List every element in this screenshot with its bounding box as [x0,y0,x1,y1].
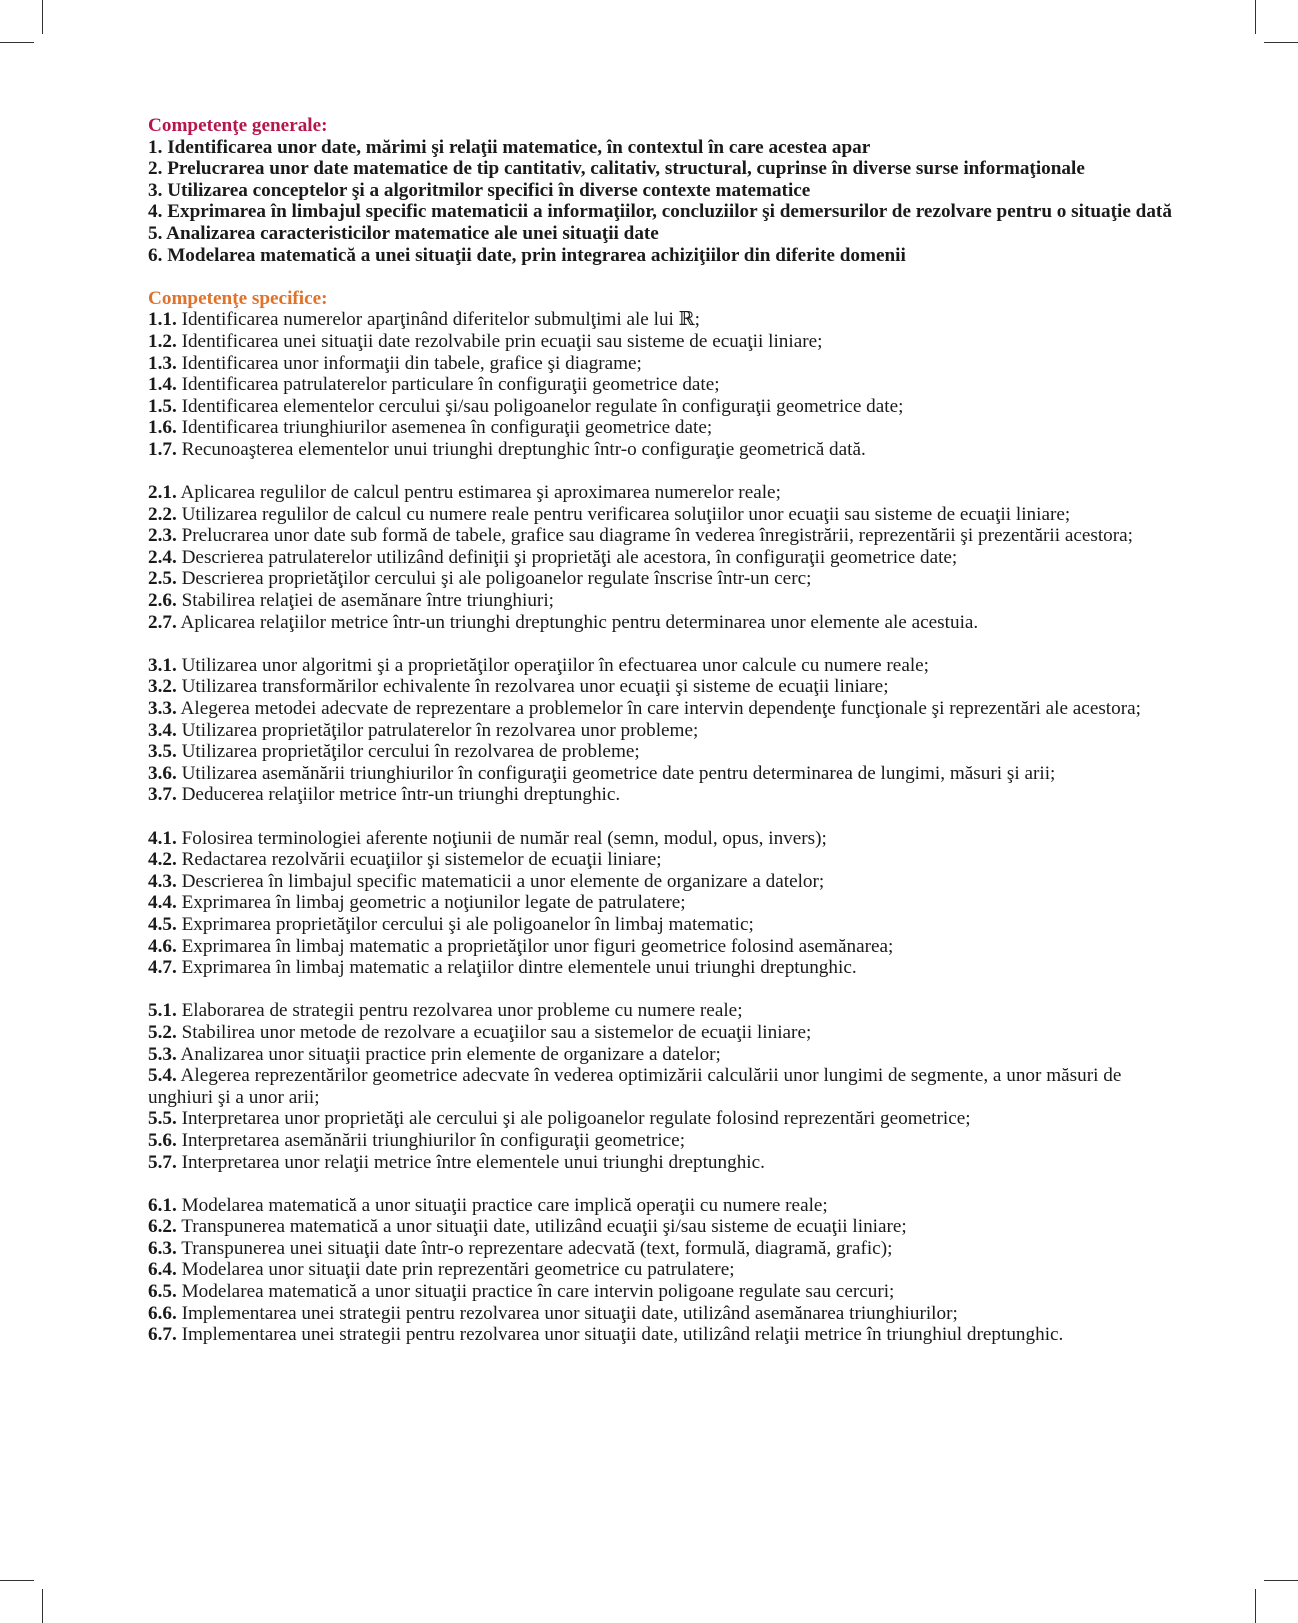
competence-number: 4.4. [148,892,177,914]
specific-competence [148,1324,1178,1346]
competence-number: 5.6. [148,1129,177,1151]
specific-competence [148,547,1178,569]
crop-mark [1264,1580,1298,1581]
specific-competence [148,1130,1178,1152]
competence-number: 1.1. [148,309,177,331]
specific-competence [148,568,1178,590]
general-competences-heading: Competenţe generale: [148,115,328,136]
specific-competence [148,849,1178,871]
competence-text: Recunoaşterea elementelor unui triunghi dreptunghic într-o configuraţie geometrică dată. [181,438,866,460]
competence-group [148,1000,1178,1173]
specific-competence [148,720,1178,742]
competence-number: 6.4. [148,1259,177,1281]
specific-competence [148,374,1178,396]
competence-text: Prelucrarea unor date sub formă de tabele, grafice sau diagrame în vederea înregistrării, reprezentării şi prezentării acestora; [181,525,1133,547]
competence-number: 4.2. [148,849,177,871]
crop-mark [1255,1589,1256,1623]
competence-text: Identificarea unor informaţii din tabele, grafice şi diagrame; [181,352,642,374]
general-competence: 4. Exprimarea în limbajul specific matematicii a informaţiilor, concluziilor şi demersurilor de rezolvare pentru o situaţie dată [148,201,1172,223]
specific-competence [148,1044,1178,1066]
specific-competence [148,871,1178,893]
competence-text: Transpunerea unei situaţii date într-o reprezentare adecvată (text, formulă, diagramă, grafic); [181,1237,893,1259]
specific-competence [148,525,1178,547]
competence-text: Exprimarea în limbaj geometric a noţiunilor legate de patrulatere; [181,892,686,914]
specific-competence [148,504,1178,526]
competence-text: Utilizarea transformărilor echivalente în rezolvarea unor ecuaţii şi sisteme de ecuaţii liniare; [181,676,889,698]
general-competence: 6. Modelarea matematică a unei situaţii date, prin integrarea achiziţiilor din diferite domenii [148,244,906,266]
competence-number: 1.3. [148,352,177,374]
competence-number: 6.6. [148,1302,177,1324]
crop-mark [42,1589,43,1623]
crop-mark [1255,0,1256,34]
competence-text: Utilizarea proprietăţilor cercului în rezolvarea de probleme; [181,741,640,763]
competence-text: Folosirea terminologiei aferente noţiunii de număr real (semn, modul, opus, invers); [181,827,827,849]
specific-competences-list [148,309,1178,1346]
competence-text: Stabilirea unor metode de rezolvare a ecuaţiilor sau a sistemelor de ecuaţii liniare; [181,1021,812,1043]
specific-competence [148,1259,1178,1281]
specific-competence [148,1108,1178,1130]
specific-competence [148,1281,1178,1303]
competence-text: Exprimarea proprietăţilor cercului şi ale poligoanelor în limbaj matematic; [181,913,754,935]
competence-number: 4.7. [148,957,177,979]
specific-competence [148,957,1178,979]
specific-competence [148,698,1178,720]
specific-competence [148,331,1178,353]
competence-number: 3.6. [148,762,177,784]
specific-competence [148,741,1178,763]
competence-number: 3.1. [148,654,177,676]
competence-text: Transpunerea matematică a unor situaţii date, utilizând ecuaţii şi/sau sisteme de ecuaţii liniare; [181,1216,907,1238]
competence-number: 1.5. [148,395,177,417]
specific-competence [148,309,1178,331]
competence-number: 3.7. [148,784,177,806]
competence-text: Modelarea matematică a unor situaţii practice în care intervin poligoane regulate sau cercuri; [181,1281,895,1303]
specific-competence [148,1238,1178,1260]
competence-number: 2.1. [148,482,177,504]
competence-text: Utilizarea unor algoritmi şi a proprietăţilor operaţiilor în efectuarea unor calcule cu numere reale; [181,654,930,676]
competence-text: Redactarea rezolvării ecuaţiilor şi sistemelor de ecuaţii liniare; [181,849,662,871]
specific-competence [148,439,1178,461]
competence-text: Utilizarea proprietăţilor patrulaterelor în rezolvarea unor probleme; [181,719,699,741]
specific-competence [148,482,1178,504]
competence-text: Implementarea unei strategii pentru rezolvarea unor situaţii date, utilizând asemănarea triunghiurilor; [181,1302,958,1324]
competence-number: 5.2. [148,1021,177,1043]
competence-number: 2.7. [148,611,177,633]
competence-number: 2.5. [148,568,177,590]
competence-number: 2.6. [148,590,177,612]
specific-competence [148,828,1178,850]
specific-competence [148,892,1178,914]
competence-number: 2.3. [148,525,177,547]
competence-text: Exprimarea în limbaj matematic a proprietăţilor unor figuri geometrice folosind asemănarea; [181,935,894,957]
competence-text: Aplicarea relaţiilor metrice într-un triunghi dreptunghic pentru determinarea unor elemente ale acestuia. [180,611,979,633]
general-competence: 1. Identificarea unor date, mărimi şi relaţii matematice, în contextul în care acestea apar [148,136,871,158]
specific-competence [148,1022,1178,1044]
competence-number: 6.5. [148,1281,177,1303]
crop-mark [1264,42,1298,43]
competence-text: Elaborarea de strategii pentru rezolvarea unor probleme cu numere reale; [181,1000,743,1022]
competence-number: 3.4. [148,719,177,741]
specific-competence [148,1303,1178,1325]
competence-text: Interpretarea asemănării triunghiurilor în configuraţii geometrice; [181,1129,686,1151]
competence-number: 4.3. [148,870,177,892]
competence-number: 6.3. [148,1237,177,1259]
competence-number: 5.4. [148,1065,177,1087]
competence-number: 1.2. [148,330,177,352]
specific-competence [148,1195,1178,1217]
competence-text: Stabilirea relaţiei de asemănare între triunghiuri; [181,590,554,612]
competence-text: Modelarea unor situaţii date prin reprezentări geometrice cu patrulatere; [181,1259,735,1281]
general-competence: 2. Prelucrarea unor date matematice de tip cantitativ, calitativ, structural, cuprinse în diverse surse informaţionale [148,158,1085,180]
competence-text: Alegerea reprezentărilor geometrice adecvate în vederea optimizării calculării unor lungimi de segmente, a unor măsuri de unghiuri şi a unor arii; [148,1065,1122,1108]
specific-competence [148,1216,1178,1238]
competence-number: 3.3. [148,698,177,720]
competence-text: Identificarea numerelor aparţinând diferitelor submulţimi ale lui ℝ; [181,309,700,331]
specific-competence [148,590,1178,612]
competence-text: Deducerea relaţiilor metrice într-un triunghi dreptunghic. [181,784,621,806]
specific-competence [148,676,1178,698]
competence-number: 3.5. [148,741,177,763]
competence-text: Interpretarea unor relaţii metrice între elementele unui triunghi dreptunghic. [181,1151,765,1173]
competence-text: Utilizarea regulilor de calcul cu numere reale pentru verificarea soluţiilor unor ecuaţii sau sisteme de ecuaţii liniare; [181,503,1071,525]
specific-competence [148,612,1178,634]
specific-competence [148,417,1178,439]
competence-text: Identificarea patrulaterelor particulare în configuraţii geometrice date; [181,374,720,396]
competence-number: 2.2. [148,503,177,525]
specific-competence [148,1152,1178,1174]
competence-group [148,482,1178,633]
competence-text: Utilizarea asemănării triunghiurilor în configuraţii geometrice date pentru determinarea de lungimi, măsuri şi arii; [181,762,1056,784]
competence-text: Interpretarea unor proprietăţi ale cercului şi ale poligoanelor regulate folosind reprezentări geometrice; [181,1108,971,1130]
specific-competence [148,353,1178,375]
crop-mark [0,42,34,43]
specific-competence [148,655,1178,677]
competence-text: Analizarea unor situaţii practice prin elemente de organizare a datelor; [180,1043,721,1065]
competence-number: 6.2. [148,1216,177,1238]
competence-text: Descrierea în limbajul specific matematicii a unor elemente de organizare a datelor; [181,870,825,892]
competence-number: 1.4. [148,374,177,396]
competence-text: Exprimarea în limbaj matematic a relaţiilor dintre elementele unui triunghi dreptunghic. [181,957,857,979]
competence-text: Identificarea elementelor cercului şi/sau poligoanelor regulate în configuraţii geometrice date; [181,395,904,417]
competence-group [148,309,1178,460]
competence-text: Implementarea unei strategii pentru rezolvarea unor situaţii date, utilizând relaţii metrice în triunghiul dreptunghic. [181,1324,1064,1346]
competence-number: 5.3. [148,1043,177,1065]
competence-text: Alegerea metodei adecvate de reprezentare a problemelor în care intervin dependenţe funcţionale şi reprezentări ale acestora; [180,698,1141,720]
competence-number: 4.5. [148,913,177,935]
specific-competence [148,396,1178,418]
competence-number: 4.6. [148,935,177,957]
competence-number: 5.5. [148,1108,177,1130]
competence-number: 3.2. [148,676,177,698]
competence-text: Identificarea triunghiurilor asemenea în configuraţii geometrice date; [181,417,713,439]
competence-number: 1.7. [148,438,177,460]
competence-text: Descrierea proprietăţilor cercului şi ale poligoanelor regulate înscrise într-un cerc; [181,568,812,590]
competence-number: 4.1. [148,827,177,849]
competence-number: 5.7. [148,1151,177,1173]
specific-competence [148,1065,1178,1108]
competence-text: Descrierea patrulaterelor utilizând definiţii şi proprietăţi ale acestora, în configuraţii geometrice date; [181,546,958,568]
specific-competences-heading: Competenţe specifice: [148,287,328,309]
crop-mark [42,0,43,34]
competence-group [148,828,1178,979]
specific-competence [148,784,1178,806]
page-content [148,115,1178,1346]
competence-group [148,1195,1178,1346]
competence-group [148,655,1178,806]
competence-text: Modelarea matematică a unor situaţii practice care implică operaţii cu numere reale; [181,1194,828,1216]
specific-competence [148,936,1178,958]
specific-competence [148,763,1178,785]
crop-mark [0,1580,34,1581]
general-competence: 5. Analizarea caracteristicilor matematice ale unei situaţii date [148,222,659,244]
competence-number: 1.6. [148,417,177,439]
competence-number: 2.4. [148,546,177,568]
competence-text: Identificarea unei situaţii date rezolvabile prin ecuaţii sau sisteme de ecuaţii liniare; [181,330,823,352]
competence-number: 6.1. [148,1194,177,1216]
competence-number: 6.7. [148,1324,177,1346]
competence-text: Aplicarea regulilor de calcul pentru estimarea şi aproximarea numerelor reale; [180,482,781,504]
competence-number: 5.1. [148,1000,177,1022]
specific-competence [148,914,1178,936]
general-competences-list [148,137,1178,267]
specific-competence [148,1000,1178,1022]
general-competence: 3. Utilizarea conceptelor şi a algoritmilor specifici în diverse contexte matematice [148,179,811,201]
